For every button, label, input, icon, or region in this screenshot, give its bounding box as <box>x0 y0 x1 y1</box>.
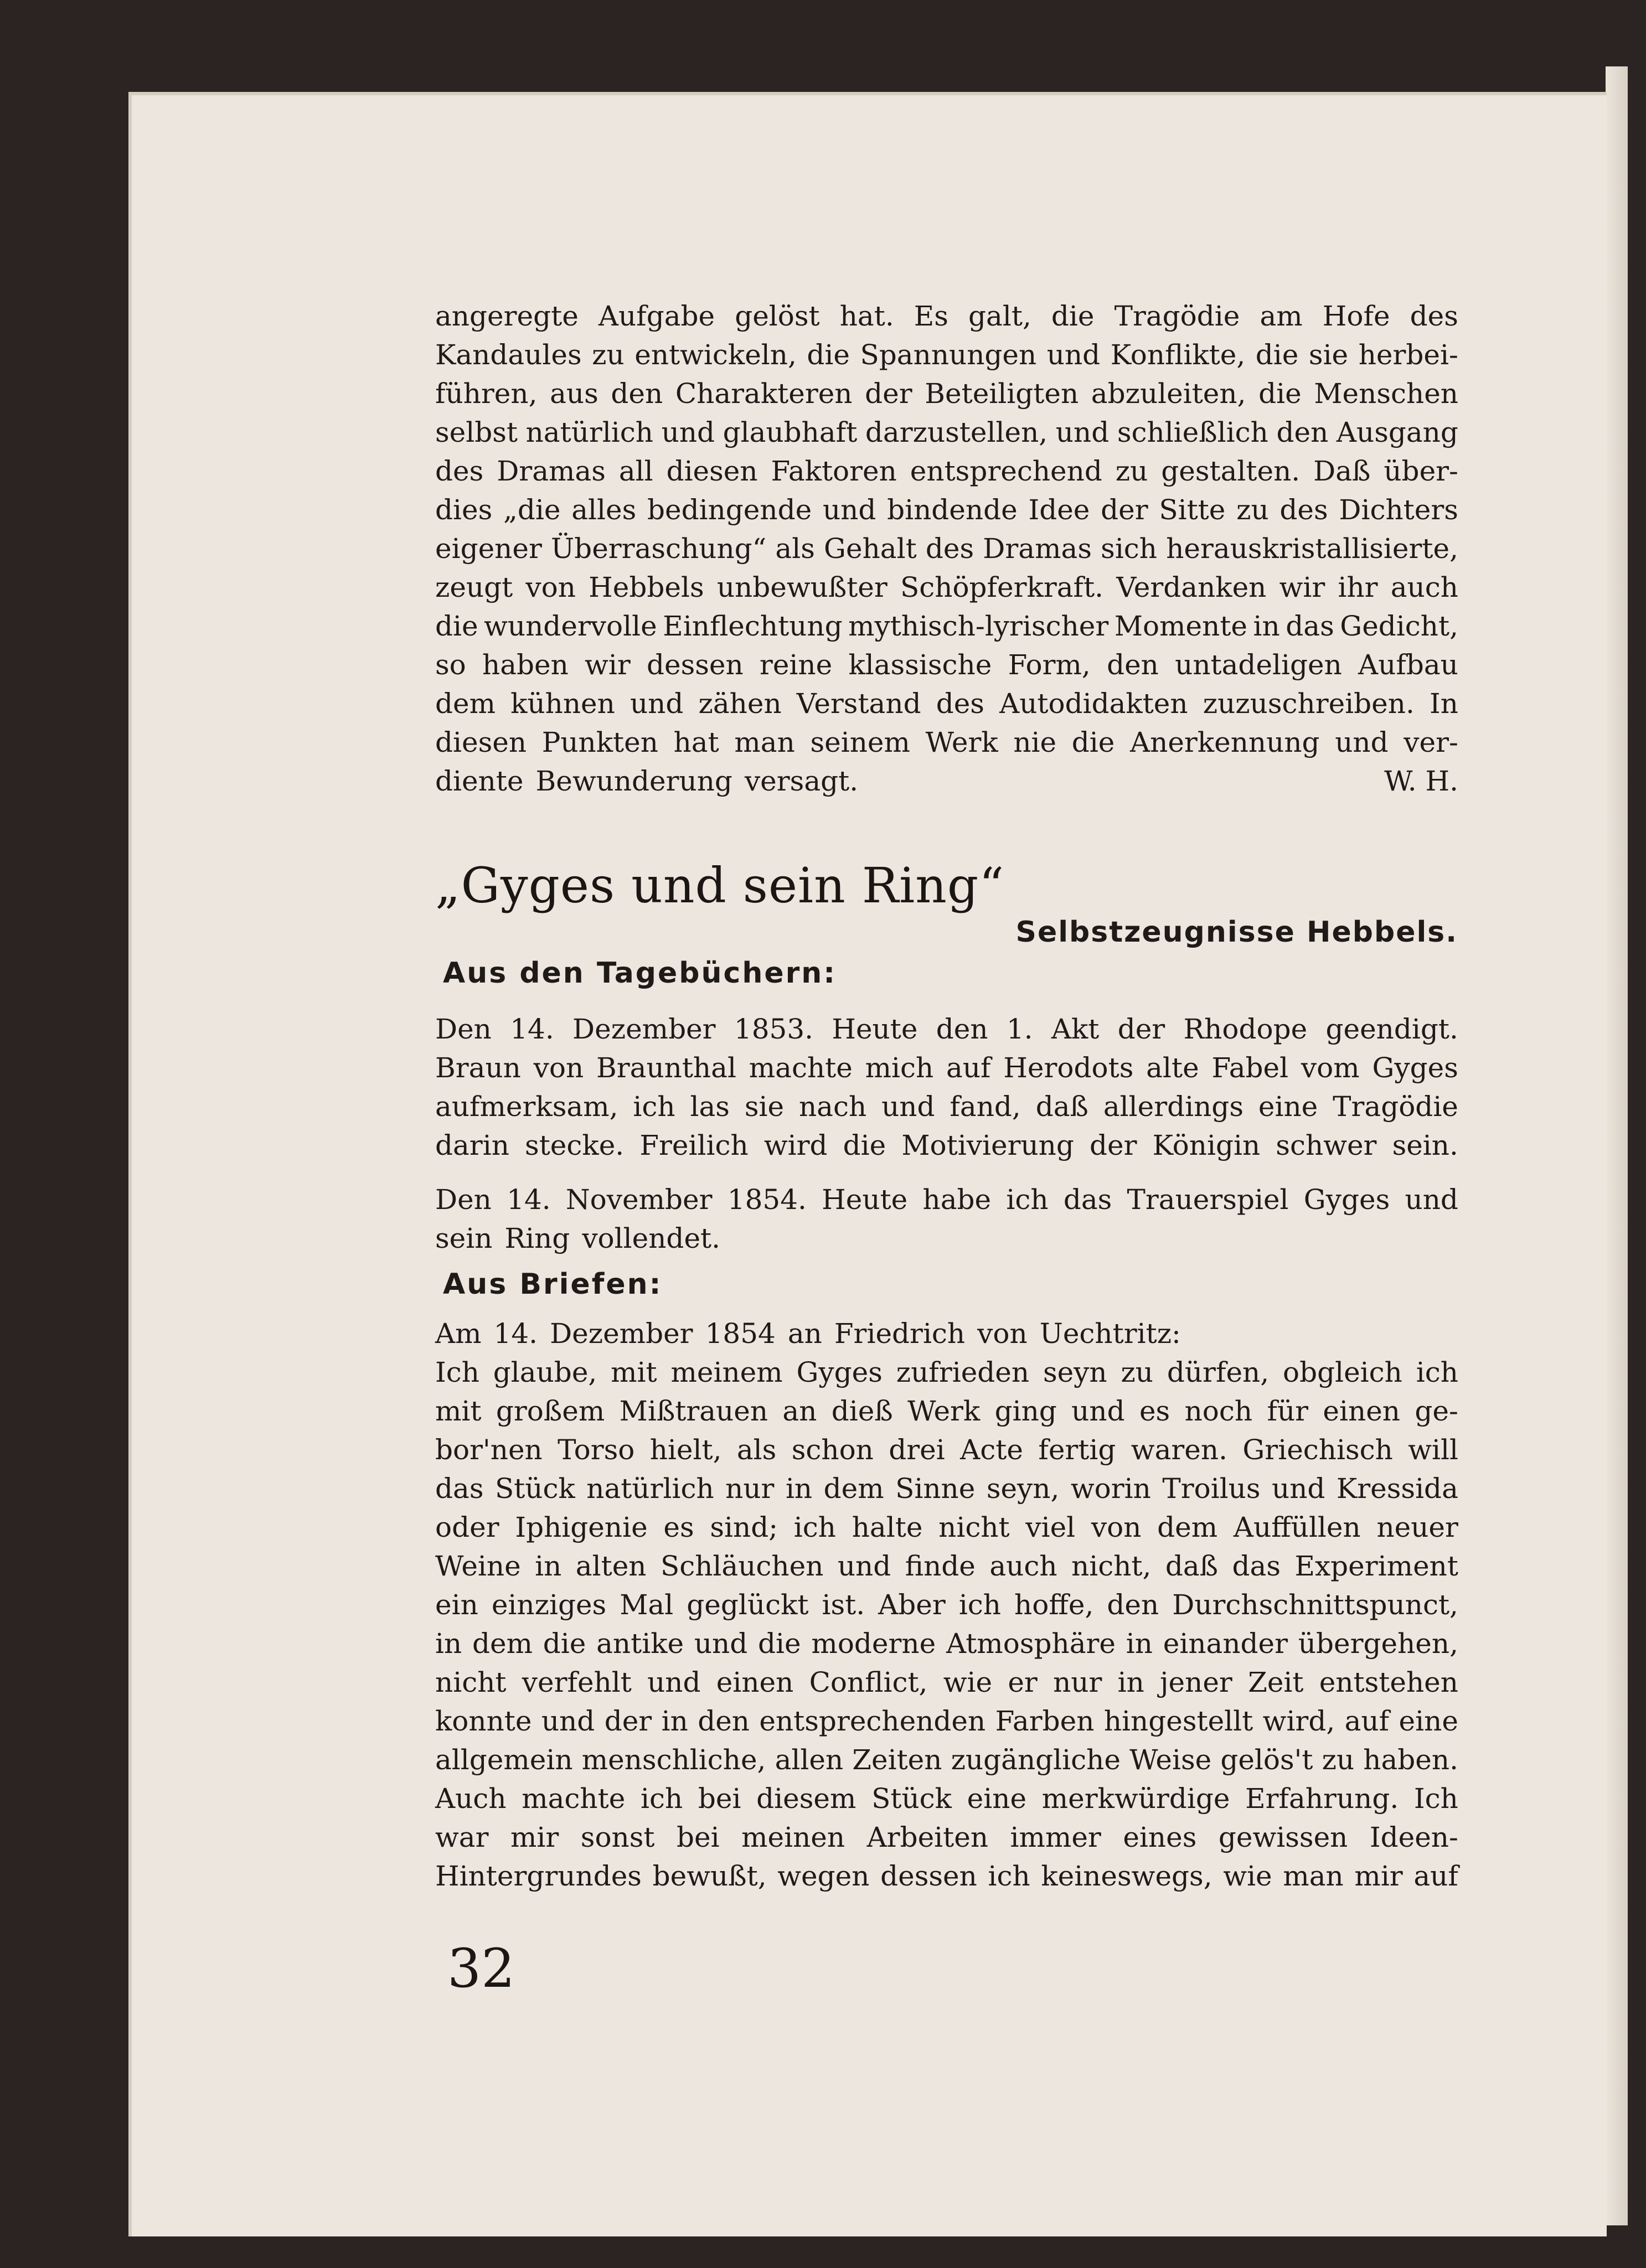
text-line: nicht verfehlt und einen Conflict, wie er nur in jener Zeit entstehen <box>435 1666 1458 1698</box>
text-line: das Stück natürlich nur in dem Sinne seyn, worin Troilus und Kressida <box>435 1473 1458 1505</box>
text-line: diesen Punkten hat man seinem Werk nie die Anerkennung und ver- <box>435 726 1458 758</box>
text-line: eigener Überraschung“ als Gehalt des Dramas sich herauskristallisierte, <box>435 533 1458 565</box>
text-line: diente Bewunderung versagt. W. H. <box>435 762 1458 800</box>
text-line: Braun von Braunthal machte mich auf Herodots alte Fabel vom Gyges <box>435 1052 1458 1084</box>
text-line: ein einziges Mal geglückt ist. Aber ich hoffe, den Durchschnittspunct, <box>435 1589 1458 1621</box>
text-line: Kandaules zu entwickeln, die Spannungen und Konflikte, die sie herbei- <box>435 339 1458 371</box>
text-line: Hintergrundes bewußt, wegen dessen ich keineswegs, wie man mir auf <box>435 1860 1458 1892</box>
next-page-edge <box>1606 66 1628 2225</box>
text-line: selbst natürlich und glaubhaft darzustellen, und schließlich den Ausgang <box>435 416 1458 448</box>
text-line: bor'nen Torso hielt, als schon drei Acte fertig waren. Griechisch will <box>435 1434 1458 1466</box>
text-line: Am 14. Dezember 1854 an Friedrich von Uechtritz: <box>435 1318 1181 1350</box>
text-line: oder Iphigenie es sind; ich halte nicht viel von dem Auffüllen neuer <box>435 1511 1458 1543</box>
author-signature: W. H. <box>1384 765 1458 797</box>
section-subheading: Selbstzeugnisse Hebbels. <box>1015 916 1458 949</box>
text-line: angeregte Aufgabe gelöst hat. Es galt, die Tragödie am Hofe des <box>435 300 1458 332</box>
text-line: Ich glaube, mit meinem Gyges zufrieden seyn zu dürfen, obgleich ich <box>435 1356 1458 1388</box>
diary-entry-1 <box>435 1010 1458 1165</box>
text-line: konnte und der in den entsprechenden Farben hingestellt wird, auf eine <box>435 1705 1458 1737</box>
text-line: Auch machte ich bei diesem Stück eine merkwürdige Erfahrung. Ich <box>435 1783 1458 1815</box>
text-line: führen, aus den Charakteren der Beteiligten abzuleiten, die Menschen <box>435 378 1458 410</box>
text-line: des Dramas all diesen Faktoren entsprechend zu gestalten. Daß über- <box>435 455 1458 487</box>
text-line: dies „die alles bedingende und bindende Idee der Sitte zu des Dichters <box>435 494 1458 526</box>
diary-entry-2 <box>435 1180 1458 1258</box>
diaries-heading: Aus den Tagebüchern: <box>443 957 837 990</box>
text-line: mit großem Mißtrauen an dieß Werk ging und es noch für einen ge- <box>435 1395 1458 1427</box>
section-heading: „Gyges und sein Ring“ <box>435 857 1005 914</box>
text-line: allgemein menschliche, allen Zeiten zugängliche Weise gelös't zu haben. <box>435 1744 1458 1776</box>
text-line: in dem die antike und die moderne Atmosphäre in einander übergehen, <box>435 1628 1458 1660</box>
intro-paragraph <box>435 297 1458 800</box>
letter-text <box>435 1314 1458 1895</box>
text-line: die wundervolle Einflechtung mythisch-lyrischer Momente in das Gedicht, <box>435 610 1458 642</box>
page-number: 32 <box>447 1938 515 2000</box>
text-line: war mir sonst bei meinen Arbeiten immer eines gewissen Ideen- <box>435 1821 1458 1853</box>
text-line: darin stecke. Freilich wird die Motivierung der Königin schwer sein. <box>435 1129 1458 1161</box>
text-line: sein Ring vollendet. <box>435 1222 721 1254</box>
text-line: so haben wir dessen reine klassische Form, den untadeligen Aufbau <box>435 649 1458 681</box>
text-line: Den 14. Dezember 1853. Heute den 1. Akt der Rhodope geendigt. <box>435 1013 1458 1045</box>
text-line: Weine in alten Schläuchen und finde auch nicht, daß das Experiment <box>435 1550 1458 1582</box>
letters-heading: Aus Briefen: <box>443 1268 663 1301</box>
text-line: Den 14. November 1854. Heute habe ich das Trauerspiel Gyges und <box>435 1184 1458 1216</box>
text-line: aufmerksam, ich las sie nach und fand, daß allerdings eine Tragödie <box>435 1091 1458 1123</box>
text-line: dem kühnen und zähen Verstand des Autodidakten zuzuschreiben. In <box>435 688 1458 720</box>
text-line: zeugt von Hebbels unbewußter Schöpferkraft. Verdanken wir ihr auch <box>435 571 1458 603</box>
